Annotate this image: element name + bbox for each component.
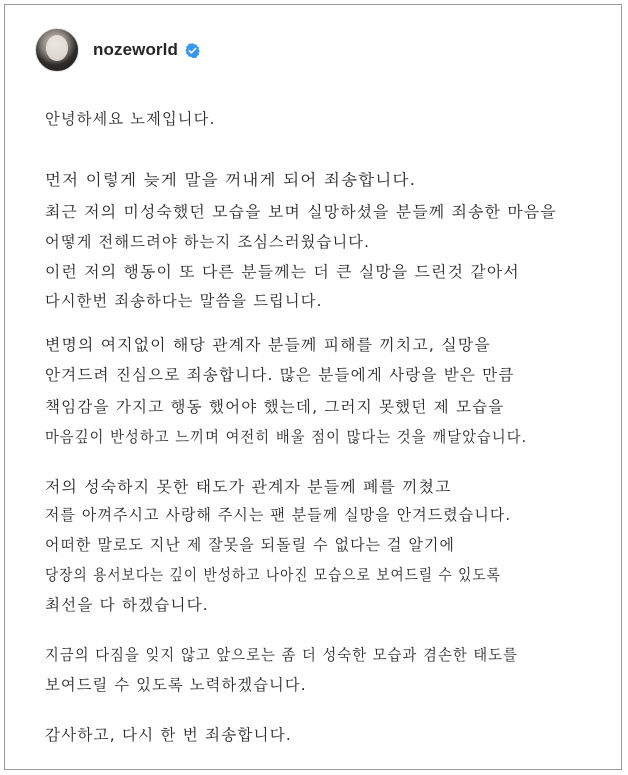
letter-line: 어떠한 말로도 지난 제 잘못을 되돌릴 수 없다는 걸 알기에: [45, 536, 456, 554]
avatar[interactable]: [35, 28, 79, 72]
post-header: [35, 27, 201, 73]
letter-line: 책임감을 가지고 행동 했어야 했는데, 그러지 못했던 제 모습을: [45, 398, 505, 416]
letter-line: 최근 저의 미성숙했던 모습을 보며 실망하셨을 분들께 죄송한 마음을: [45, 203, 557, 221]
letter-line: 이런 저의 행동이 또 다른 분들께는 더 큰 실망을 드린것 같아서: [45, 263, 520, 281]
letter-line: 감사하고, 다시 한 번 죄송합니다.: [45, 726, 293, 744]
letter-line: 먼저 이렇게 늦게 말을 꺼내게 되어 죄송합니다.: [45, 171, 417, 189]
letter-line: 최선을 다 하겠습니다.: [45, 596, 209, 614]
letter-line: 지금의 다짐을 잊지 않고 앞으로는 좀 더 성숙한 모습과 겸손한 태도를: [45, 646, 518, 664]
letter-line: 변명의 여지없이 해당 관계자 분들께 피해를 끼치고, 실망을: [45, 336, 491, 354]
letter-line: 저를 아껴주시고 사랑해 주시는 팬 분들께 실망을 안겨드렸습니다.: [45, 506, 512, 524]
letter-line: 당장의 용서보다는 깊이 반성하고 나아진 모습으로 보여드릴 수 있도록: [45, 566, 501, 584]
letter-line: 보여드릴 수 있도록 노력하겠습니다.: [45, 676, 307, 694]
letter-line: 어떻게 전해드려야 하는지 조심스러웠습니다.: [45, 233, 371, 251]
letter-line: 안겨드려 진심으로 죄송합니다. 많은 분들에게 사랑을 받은 만큼: [45, 366, 515, 384]
username[interactable]: nozeworld: [93, 40, 178, 59]
post-frame: [4, 4, 622, 770]
letter-line: 저의 성숙하지 못한 태도가 관계자 분들께 폐를 끼쳤고: [45, 478, 452, 496]
verified-badge-icon: [184, 42, 201, 59]
letter-line: 다시한번 죄송하다는 말씀을 드립니다.: [45, 292, 323, 310]
letter-line: 마음깊이 반성하고 느끼며 여전히 배울 점이 많다는 것을 깨달았습니다.: [45, 428, 528, 446]
letter-line: 안녕하세요 노제입니다.: [45, 110, 216, 128]
